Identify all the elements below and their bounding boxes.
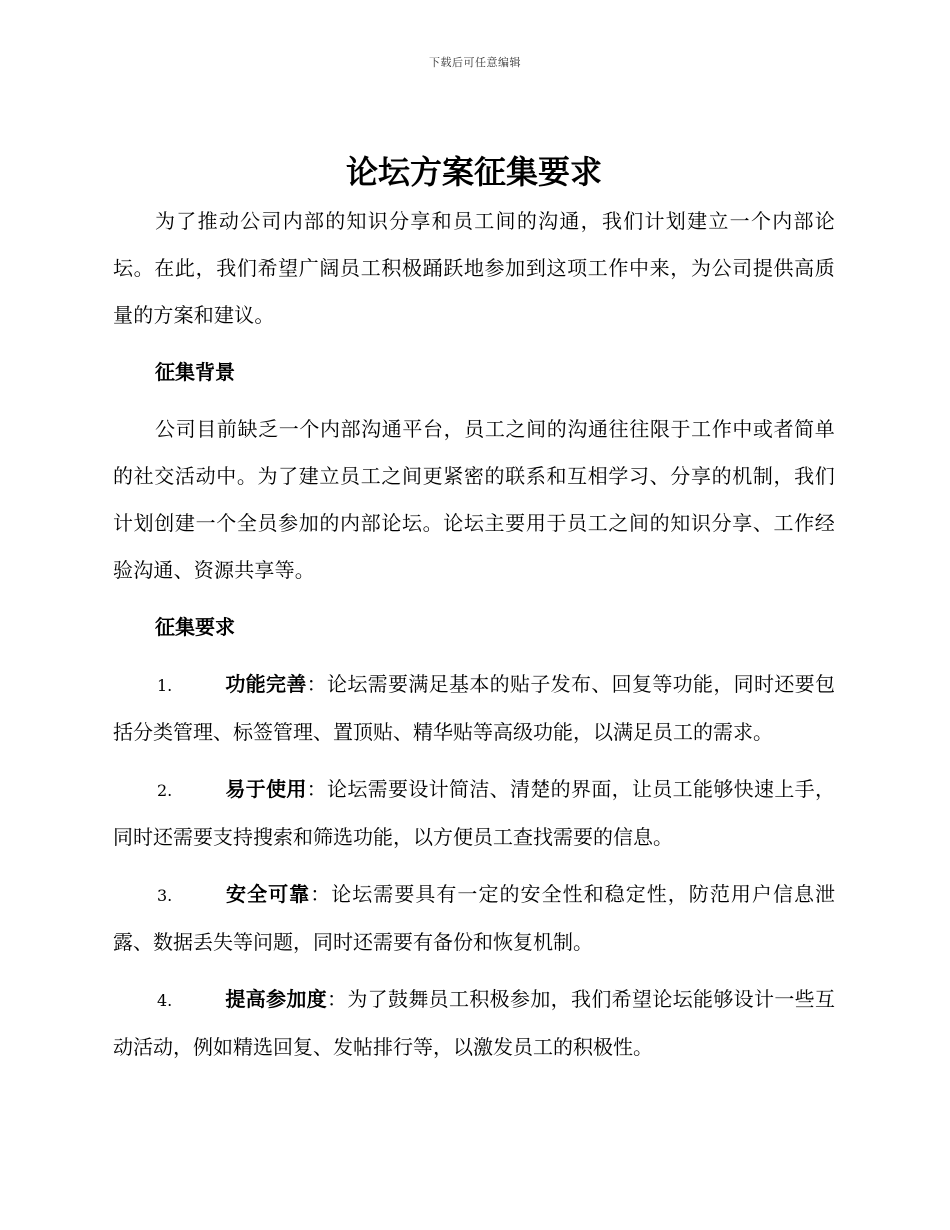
item-number: 2. [157,781,173,800]
item-term: 安全可靠 [225,882,311,906]
section-heading-requirements: 征集要求 [155,615,235,639]
header-note: 下载后可任意编辑 [429,56,521,69]
requirement-item-4 [113,976,835,1071]
requirement-item-1 [113,661,835,756]
item-text: ：论坛需要满足基本的贴子发布、回复等功能，同时还要包括分类管理、标签管理、置顶贴、精华贴等高级功能，以满足员工的需求。 [113,672,836,744]
item-term: 提高参加度 [225,987,327,1011]
item-text: ：论坛需要设计简洁、清楚的界面，让员工能够快速上手，同时还需要支持搜索和筛选功能，以方便员工查找需要的信息。 [113,777,836,849]
requirement-item-3 [113,871,835,966]
background-paragraph: 公司目前缺乏一个内部沟通平台，员工之间的沟通往往限于工作中或者简单的社交活动中。为了建立员工之间更紧密的联系和互相学习、分享的机制，我们计划创建一个全员参加的内部论坛。论坛主要用于员工之间的知识分享、工作经验沟通、资源共享等。 [113,417,835,582]
spacer [113,594,835,604]
item-text: ：为了鼓舞员工积极参加，我们希望论坛能够设计一些互动活动，例如精选回复、发帖排行等，以激发员工的积极性。 [113,987,835,1059]
item-term: 易于使用 [225,777,307,801]
spacer [113,339,835,349]
spacer [113,966,835,976]
requirement-item-2 [113,766,835,861]
intro-paragraph: 为了推动公司内部的知识分享和员工间的沟通，我们计划建立一个内部论坛。在此，我们希望广阔员工积极踊跃地参加到这项工作中来，为公司提供高质量的方案和建议。 [113,209,835,327]
item-number: 4. [157,991,173,1010]
item-term: 功能完善 [225,672,307,696]
item-number: 3. [157,886,173,905]
spacer [113,861,835,871]
spacer [113,396,835,406]
spacer [113,756,835,766]
section-heading-background: 征集背景 [155,360,235,384]
document-body [113,146,835,1071]
spacer [113,651,835,661]
item-text: ：论坛需要具有一定的安全性和稳定性，防范用户信息泄露、数据丢失等问题，同时还需要有备份和恢复机制。 [113,882,836,954]
item-number: 1. [157,676,173,695]
document-title: 论坛方案征集要求 [345,153,602,191]
